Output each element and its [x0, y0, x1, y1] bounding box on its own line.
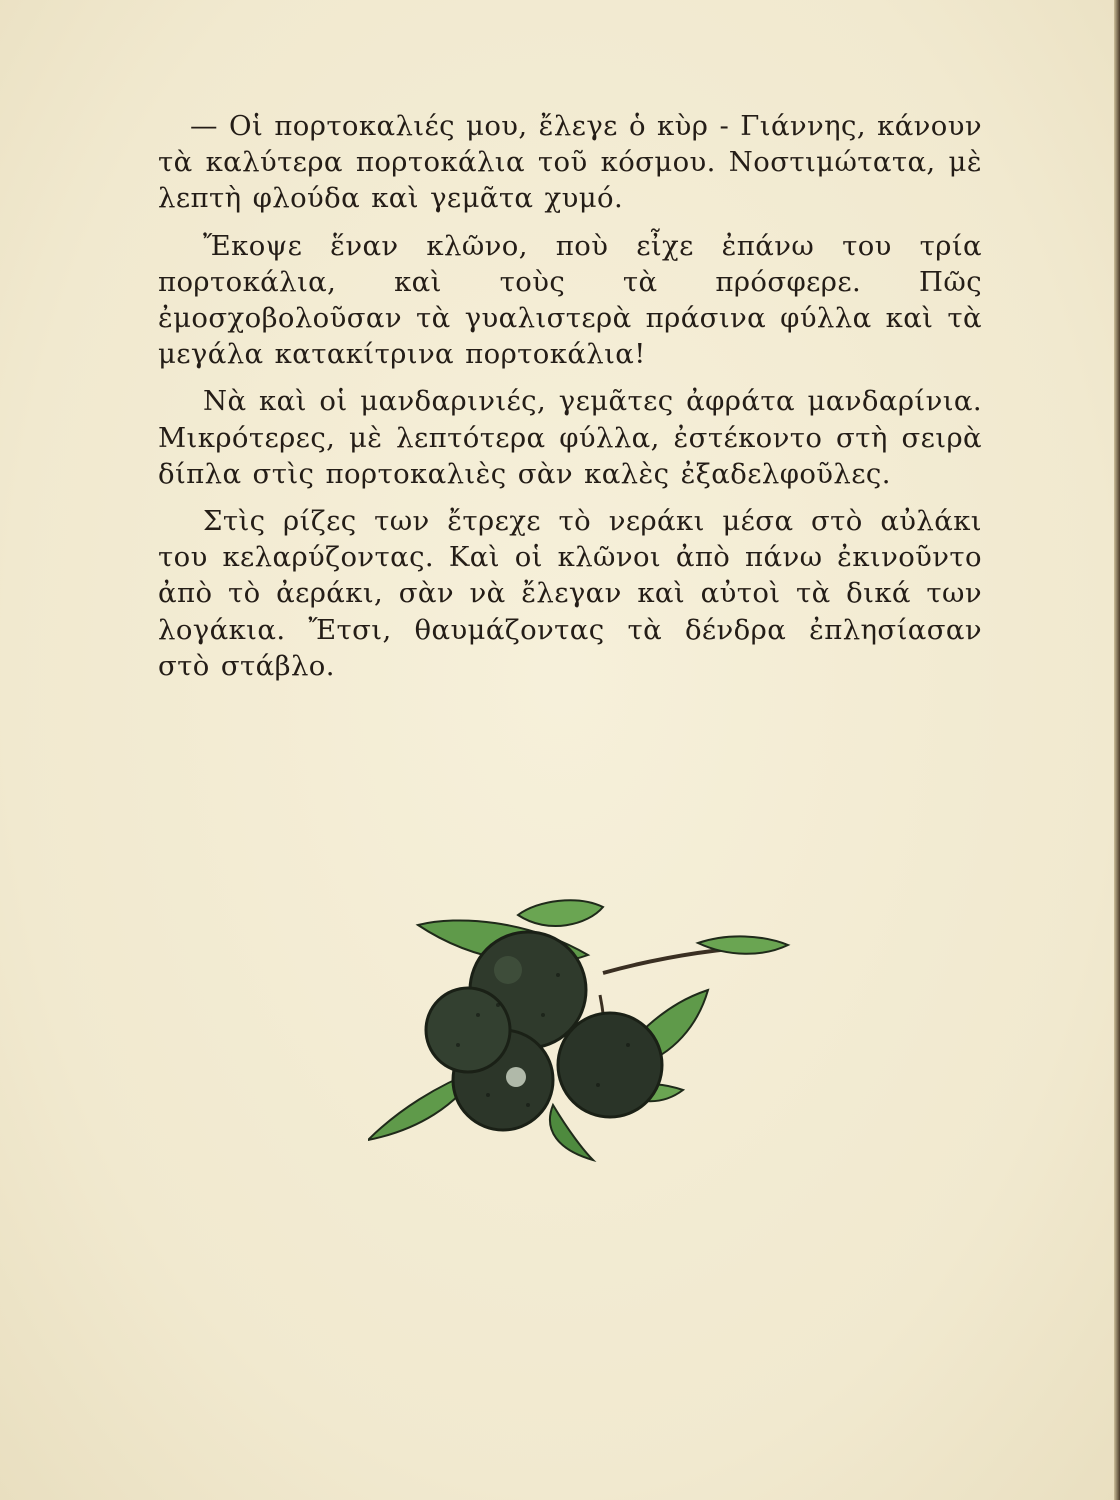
- citrus-branch-illustration: [368, 895, 798, 1165]
- paragraph-2: Ἔκοψε ἕναν κλῶνο, ποὺ εἶχε ἐπάνω του τρία πορτοκάλια, καὶ τοὺς τὰ πρόσφερε. Πῶς ἐμοσχοβολοῦσαν τὰ γυαλιστερὰ πράσινα φύλλα καὶ τὰ μεγάλα κατακίτρινα πορτοκάλια!: [158, 229, 982, 371]
- paragraph-4: Στὶς ρίζες των ἔτρεχε τὸ νεράκι μέσα στὸ αὐλάκι του κελαρύζοντας. Καὶ οἱ κλῶνοι ἀπὸ πάνω ἐκινοῦντο ἀπὸ τὸ ἀεράκι, σὰν νὰ ἔλεγαν καὶ αὐτοὶ τὰ δικά των λογάκια. Ἔτσι, θαυμάζοντας τὰ δένδρα ἐπλησίασαν στὸ στάβλο.: [158, 505, 982, 682]
- paragraph-3: Νὰ καὶ οἱ μανδαρινιές, γεμᾶτες ἀφράτα μανδαρίνια. Μικρότερες, μὲ λεπτότερα φύλλα, ἐστέκοντο στὴ σειρὰ δίπλα στὶς πορτοκαλιὲς σὰν καλὲς ἐξαδελφοῦλες.: [158, 385, 982, 490]
- page-text: [158, 108, 982, 695]
- paragraph-1: — Οἱ πορτοκαλιές μου, ἔλεγε ὁ κὺρ - Γιάννης, κάνουν τὰ καλύτερα πορτοκάλια τοῦ κόσμου. Νοστιμώτατα, μὲ λεπτὴ φλούδα καὶ γεμᾶτα χυμό.: [158, 110, 982, 215]
- page-edge-shadow: [1114, 0, 1120, 1500]
